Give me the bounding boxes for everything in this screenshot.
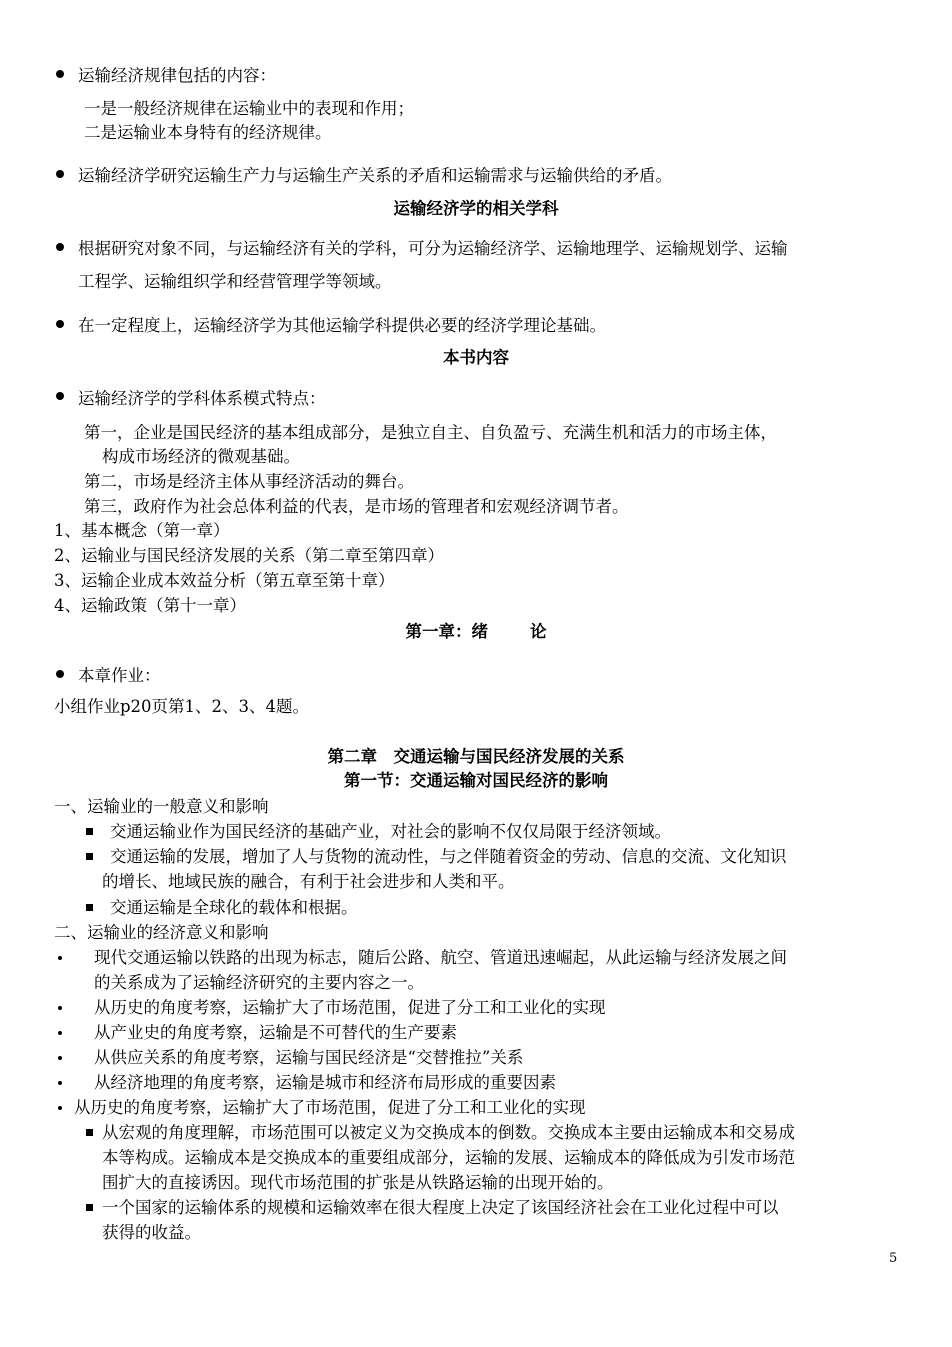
list-item: 从产业史的角度考察，运输是不可替代的生产要素	[94, 1023, 457, 1042]
sub-item: 一是一般经济规律在运输业中的表现和作用；	[84, 99, 414, 118]
list-item: 交通运输是全球化的载体和根据。	[110, 898, 358, 917]
paragraph: 第一，企业是国民经济的基本组成部分，是独立自主、自负盈亏、充满生机和活力的市场主体，	[84, 423, 777, 442]
chapter-heading-part-a: 第一章：绪	[405, 622, 488, 641]
numbered-item: 2、运输业与国民经济发展的关系（第二章至第四章）	[54, 546, 444, 565]
bullet-dot	[56, 670, 64, 678]
bullet-text: 本章作业：	[78, 666, 161, 685]
list-item: 交通运输的发展，增加了人与货物的流动性，与之伴随着资金的劳动、信息的交流、文化知识	[110, 847, 787, 866]
list-item-continued: 围扩大的直接诱因。现代市场范围的扩张是从铁路运输的出现开始的。	[102, 1173, 614, 1192]
square-bullet	[86, 828, 93, 835]
bullet-text-continued: 工程学、运输组织学和经营管理学等领域。	[78, 272, 392, 291]
page-number: 5	[889, 1251, 898, 1266]
numbered-item: 1、基本概念（第一章）	[54, 521, 230, 540]
subsection-heading: 二、运输业的经济意义和影响	[54, 923, 269, 942]
bullet-dot	[56, 320, 64, 328]
bullet-text: 运输经济学的学科体系模式特点：	[78, 389, 326, 408]
square-bullet	[86, 853, 93, 860]
list-item: 从历史的角度考察，运输扩大了市场范围，促进了分工和工业化的实现	[74, 1098, 586, 1117]
list-item: 交通运输业作为国民经济的基础产业，对社会的影响不仅仅局限于经济领域。	[110, 822, 671, 841]
paragraph: 第三，政府作为社会总体利益的代表，是市场的管理者和宏观经济调节者。	[84, 497, 629, 516]
square-bullet	[86, 1129, 93, 1136]
bullet-text: 在一定程度上，运输经济学为其他运输学科提供必要的经济学理论基础。	[78, 316, 606, 335]
small-bullet-dot	[58, 956, 62, 960]
small-bullet-dot	[58, 1106, 62, 1110]
list-item-continued: 的增长、地域民族的融合，有利于社会进步和人类和平。	[102, 872, 515, 891]
square-bullet	[86, 1204, 93, 1211]
list-item: 一个国家的运输体系的规模和运输效率在很大程度上决定了该国经济社会在工业化过程中可以	[102, 1198, 779, 1217]
bullet-text: 运输经济学研究运输生产力与运输生产关系的矛盾和运输需求与运输供给的矛盾。	[78, 166, 672, 185]
bullet-dot	[56, 392, 64, 400]
sub-item: 二是运输业本身特有的经济规律。	[84, 123, 332, 142]
list-item: 从历史的角度考察，运输扩大了市场范围，促进了分工和工业化的实现	[94, 998, 606, 1017]
small-bullet-dot	[58, 1031, 62, 1035]
section-heading: 运输经济学的相关学科	[393, 199, 559, 218]
homework-text: 小组作业p20页第1、2、3、4题。	[54, 697, 310, 716]
chapter-heading	[0, 620, 952, 644]
square-bullet	[86, 904, 93, 911]
small-bullet-dot	[58, 1081, 62, 1085]
section-heading: 本书内容	[443, 348, 509, 367]
bullet-text: 运输经济规律包括的内容：	[78, 66, 276, 85]
list-item-continued: 本等构成。运输成本是交换成本的重要组成部分，运输的发展、运输成本的降低成为引发市场范	[102, 1148, 795, 1167]
chapter-title: 第二章 交通运输与国民经济发展的关系	[327, 747, 625, 766]
section-title: 第一节：交通运输对国民经济的影响	[344, 771, 608, 790]
small-bullet-dot	[58, 1056, 62, 1060]
small-bullet-dot	[58, 1006, 62, 1010]
bullet-dot	[56, 170, 64, 178]
bullet-dot	[56, 70, 64, 78]
paragraph: 第二，市场是经济主体从事经济活动的舞台。	[84, 472, 414, 491]
numbered-item: 3、运输企业成本效益分析（第五章至第十章）	[54, 571, 395, 590]
list-item: 从经济地理的角度考察，运输是城市和经济布局形成的重要因素	[94, 1073, 556, 1092]
list-item: 现代交通运输以铁路的出现为标志，随后公路、航空、管道迅速崛起，从此运输与经济发展之间	[94, 948, 787, 967]
list-item: 从宏观的角度理解，市场范围可以被定义为交换成本的倒数。交换成本主要由运输成本和交易成	[102, 1123, 795, 1142]
list-item-continued: 获得的收益。	[102, 1223, 201, 1242]
numbered-item: 4、运输政策（第十一章）	[54, 596, 246, 615]
bullet-text: 根据研究对象不同，与运输经济有关的学科，可分为运输经济学、运输地理学、运输规划学、运输	[78, 239, 788, 258]
subsection-heading: 一、运输业的一般意义和影响	[54, 797, 269, 816]
paragraph-continued: 构成市场经济的微观基础。	[102, 447, 300, 466]
list-item-continued: 的关系成为了运输经济研究的主要内容之一。	[94, 973, 424, 992]
bullet-dot	[56, 243, 64, 251]
chapter-heading-part-b: 论	[530, 622, 547, 641]
list-item: 从供应关系的角度考察，运输与国民经济是“交替推拉”关系	[94, 1048, 524, 1067]
